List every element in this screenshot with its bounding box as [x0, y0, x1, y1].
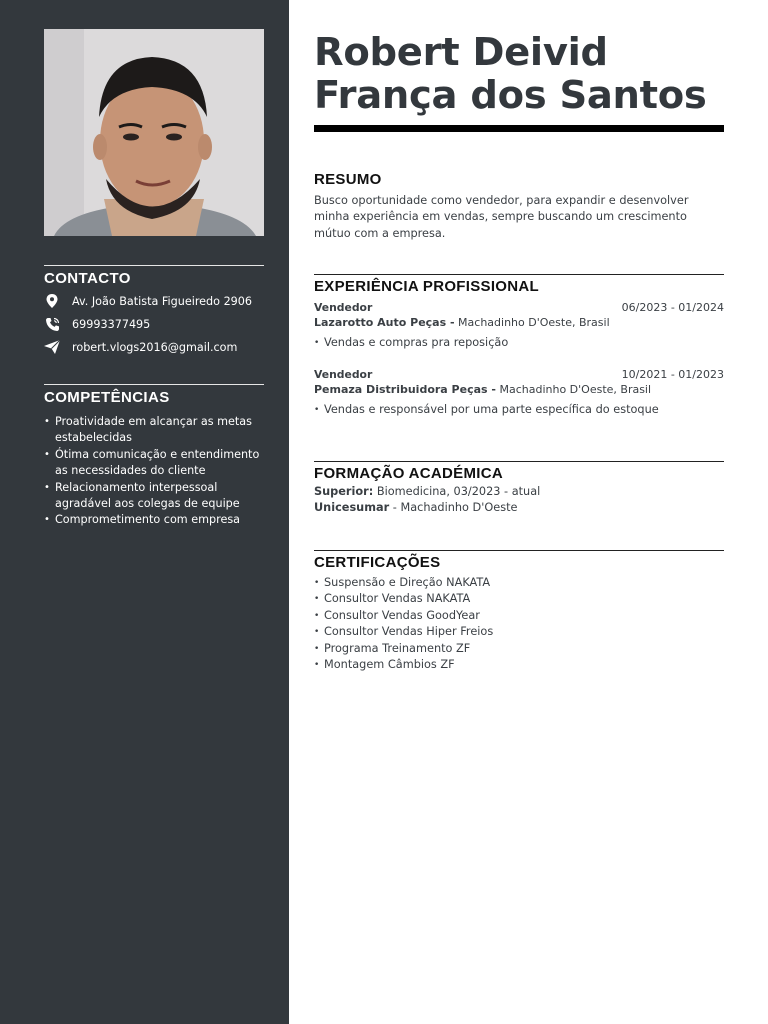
job-location: Machadinho D'Oeste, Brasil [499, 383, 652, 397]
profile-photo [44, 29, 264, 236]
list-item: • Programa Treinamento ZF [314, 641, 724, 657]
list-item: • Consultor Vendas NAKATA [314, 591, 724, 607]
list-item: • Consultor Vendas GoodYear [314, 608, 724, 624]
list-item: • Vendas e responsável por uma parte específica do estoque [314, 402, 724, 418]
contact-phone[interactable]: 69993377495 [72, 317, 151, 331]
divider [314, 461, 724, 462]
job-dates: 06/2023 - 01/2024 [621, 301, 724, 314]
title-underline [314, 125, 724, 132]
phone-icon [44, 316, 60, 332]
contact-section [44, 265, 264, 354]
education-level-label: Superior: [314, 485, 374, 498]
list-item: • Montagem Câmbios ZF [314, 657, 724, 673]
job-role: Vendedor [314, 301, 373, 314]
job-company: Lazarotto Auto Peças - [314, 316, 455, 329]
job-bullets [314, 402, 724, 418]
list-item: • Vendas e compras pra reposição [314, 335, 724, 351]
list-item: • Ótima comunicação e entendimento as necessidades do cliente [44, 447, 264, 480]
skills-section [44, 384, 264, 529]
education-school-name: Unicesumar [314, 501, 390, 515]
summary-text: Busco oportunidade como vendedor, para expandir e desenvolver minha experiência em vendas, sempre buscando um crescimento mútuo com a empresa. [314, 194, 689, 240]
job-role: Vendedor [314, 368, 373, 382]
experience-section [314, 274, 724, 419]
summary-section [314, 171, 724, 242]
list-item: • Comprometimento com empresa [44, 512, 264, 528]
education-level [314, 484, 724, 500]
divider [314, 550, 724, 551]
contact-phone-row [44, 316, 151, 332]
send-icon [44, 339, 60, 355]
sidebar [0, 0, 289, 1024]
contact-email-row [44, 339, 238, 355]
list-item: • Relacionamento interpessoal agradável aos colegas de equipe [44, 480, 264, 513]
list-item: • Proatividade em alcançar as metas estabelecidas [44, 414, 264, 447]
job-company: Pemaza Distribuidora Peças - [314, 383, 496, 397]
contact-email[interactable]: robert.vlogs2016@gmail.com [72, 340, 238, 354]
education-title: FORMAÇÃO ACADÉMICA [314, 465, 503, 482]
skills-title: COMPETÊNCIAS [44, 389, 170, 406]
name-line-1: Robert Deivid [314, 30, 608, 75]
certifications-title: CERTIFICAÇÕES [314, 554, 441, 571]
job-company-line [314, 383, 724, 396]
job-bullets [314, 335, 724, 351]
certifications-list [314, 575, 724, 673]
certifications-section [314, 550, 724, 673]
summary-title: RESUMO [314, 171, 382, 188]
list-item: • Consultor Vendas Hiper Freios [314, 624, 724, 640]
job-company-line [314, 316, 724, 329]
job-entry [314, 368, 724, 418]
experience-title: EXPERIÊNCIA PROFISSIONAL [314, 278, 540, 295]
education-school-location: - Machadinho D'Oeste [392, 501, 518, 515]
divider [44, 265, 264, 266]
page-title [314, 31, 744, 117]
divider [314, 274, 724, 275]
education-level-value: Biomedicina, 03/2023 - atual [376, 485, 541, 498]
education-school [314, 500, 724, 516]
location-pin-icon [44, 293, 60, 309]
contact-title: CONTACTO [44, 270, 131, 287]
list-item: • Suspensão e Direção NAKATA [314, 575, 724, 591]
name-line-2: França dos Santos [314, 73, 707, 118]
contact-address-row [44, 293, 253, 309]
education-section [314, 461, 724, 517]
skills-list [44, 414, 264, 529]
divider [44, 384, 264, 385]
job-location: Machadinho D'Oeste, Brasil [458, 316, 610, 329]
job-entry [314, 301, 724, 351]
job-dates: 10/2021 - 01/2023 [621, 368, 724, 382]
contact-address: Av. João Batista Figueiredo 2906 [72, 294, 253, 308]
